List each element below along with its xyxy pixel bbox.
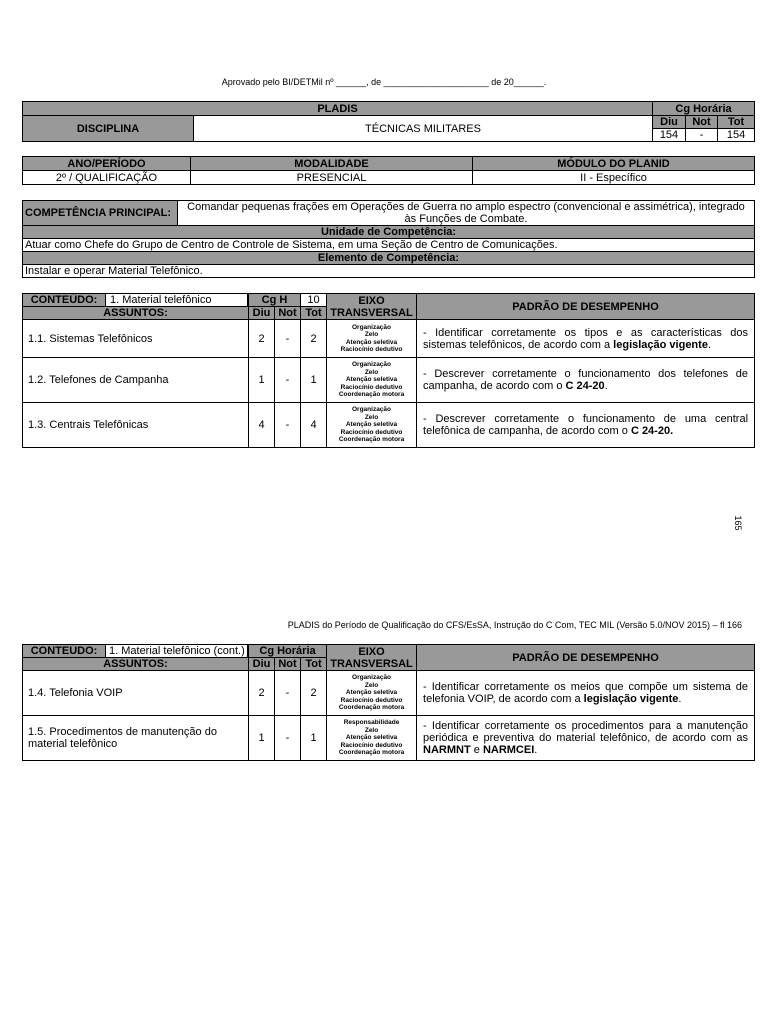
conteudo-label: CONTEÚDO: bbox=[30, 294, 98, 306]
table-row bbox=[23, 358, 755, 403]
diu-cell: 2 bbox=[249, 320, 275, 358]
eixo-cell bbox=[327, 358, 417, 403]
competencia-principal-value: Comandar pequenas frações em Operações de Guerra no amplo espectro (convencional e assimétrica), integrado às Funções de Combate. bbox=[178, 201, 755, 226]
diu-header: Diu bbox=[653, 116, 686, 129]
diu-cell: 1 bbox=[249, 716, 275, 761]
cgh-value: 10 bbox=[301, 294, 327, 307]
table-row bbox=[23, 320, 755, 358]
diu-header: Diu bbox=[249, 658, 275, 671]
assunto-cell: 1.5. Procedimentos de manutenção do material telefônico bbox=[23, 716, 249, 761]
conteudo-header bbox=[23, 645, 249, 658]
page-number: 165 bbox=[733, 515, 743, 531]
eixo-item: Organização bbox=[352, 674, 392, 682]
diu-cell: 2 bbox=[249, 671, 275, 716]
eixo-item: Raciocínio dedutivo bbox=[340, 346, 403, 353]
assuntos-header: ASSUNTOS: bbox=[23, 658, 249, 671]
cg-horaria-label: Cg Horária bbox=[249, 645, 327, 658]
tot-header: Tot bbox=[301, 307, 327, 320]
assuntos-header: ASSUNTOS: bbox=[23, 307, 249, 320]
diu-cell: 4 bbox=[249, 403, 275, 448]
eixo-item: Coordenação motora bbox=[338, 704, 405, 712]
assunto-cell: 1.1. Sistemas Telefônicos bbox=[23, 320, 249, 358]
modalidade-label: MODALIDADE bbox=[191, 157, 473, 171]
elemento-competencia-value: Instalar e operar Material Telefônico. bbox=[23, 265, 755, 278]
eixo-item: Zelo bbox=[364, 681, 379, 689]
not-cell: - bbox=[275, 320, 301, 358]
padrao-bold: C 24-20. bbox=[630, 425, 674, 437]
padrao-cell bbox=[417, 671, 755, 716]
eixo-item: Zelo bbox=[364, 726, 379, 734]
eixo-item: Atenção seletiva bbox=[345, 421, 398, 429]
tot-cell: 2 bbox=[301, 320, 327, 358]
padrao-text: - Identificar corretamente os procedimentos para a manutenção periódica e preventiva do material telefônico, de acordo com as bbox=[423, 720, 749, 744]
tot-header: Tot bbox=[301, 658, 327, 671]
padrao-text: - Descrever corretamente o funcionamento dos telefones de campanha, de acordo com o bbox=[423, 368, 749, 392]
padrao-bold: C 24-20 bbox=[565, 380, 605, 392]
conteudo-label: CONTEÚDO: bbox=[30, 645, 98, 657]
not-header: Not bbox=[686, 116, 718, 129]
padrao-bold: legislação vigente bbox=[583, 693, 679, 705]
tot-value: 154 bbox=[718, 129, 755, 142]
diu-cell: 1 bbox=[249, 358, 275, 403]
approval-line: Aprovado pelo BI/DETMil nº ______, de _____________________ de 20______. bbox=[221, 77, 547, 87]
cg-horaria-header: Cg Horária bbox=[653, 102, 755, 116]
eixo-item: Coordenação motora bbox=[338, 391, 405, 399]
tot-cell: 4 bbox=[301, 403, 327, 448]
eixo-item: Atenção seletiva bbox=[345, 376, 398, 384]
conteudo-table-2 bbox=[22, 644, 755, 761]
modulo-value: II - Específico bbox=[473, 171, 755, 185]
not-header: Not bbox=[275, 307, 301, 320]
competencia-principal-label: COMPETÊNCIA PRINCIPAL: bbox=[23, 201, 178, 226]
assunto-cell: 1.4. Telefonia VOIP bbox=[23, 671, 249, 716]
not-cell: - bbox=[275, 671, 301, 716]
disciplina-label: DISCIPLINA bbox=[23, 116, 194, 142]
modalidade-table bbox=[22, 156, 755, 185]
tot-cell: 1 bbox=[301, 358, 327, 403]
padrao-text: - Identificar corretamente os tipos e as características dos sistemas telefônicos, de acordo com a bbox=[423, 326, 749, 351]
tot-cell: 2 bbox=[301, 671, 327, 716]
padrao-text-end: . bbox=[534, 744, 538, 756]
conteudo-table-1 bbox=[22, 293, 755, 448]
not-cell: - bbox=[275, 716, 301, 761]
padrao-cell bbox=[417, 403, 755, 448]
eixo-item: Responsabilidade bbox=[343, 719, 400, 727]
not-cell: - bbox=[275, 403, 301, 448]
eixo-cell bbox=[327, 320, 417, 358]
eixo-item: Zelo bbox=[364, 368, 379, 376]
cgh-label: Cg H bbox=[249, 294, 301, 307]
unidade-competencia-value: Atuar como Chefe do Grupo de Centro de Controle de Sistema, em uma Seção de Centro de Comunicações. bbox=[23, 239, 755, 252]
unidade-competencia-label: Unidade de Competência: bbox=[23, 226, 755, 239]
eixo-item: Atenção seletiva bbox=[345, 734, 398, 742]
tot-header: Tot bbox=[718, 116, 755, 129]
eixo-item: Organização bbox=[352, 323, 392, 331]
padrao-text-end: . bbox=[707, 338, 711, 351]
table-row bbox=[23, 403, 755, 448]
diu-value: 154 bbox=[653, 129, 686, 142]
pladis-title: PLADIS bbox=[23, 102, 653, 116]
eixo-item: Atenção seletiva bbox=[345, 689, 398, 697]
modalidade-value: PRESENCIAL bbox=[191, 171, 473, 185]
padrao-header: PADRÃO DE DESEMPENHO bbox=[417, 645, 755, 671]
tot-cell: 1 bbox=[301, 716, 327, 761]
not-header: Not bbox=[275, 658, 301, 671]
elemento-competencia-label: Elemento de Competência: bbox=[23, 252, 755, 265]
footer-line: PLADIS do Período de Qualificação do CFS/EsSA, Instrução do C Com, TEC MIL (Versão 5.0/NOV 2015) – fl 166 bbox=[287, 620, 742, 630]
diu-header: Diu bbox=[249, 307, 275, 320]
pladis-table bbox=[22, 101, 755, 142]
assunto-cell: 1.3. Centrais Telefônicas bbox=[23, 403, 249, 448]
ano-periodo-label: ANO/PERÍODO bbox=[23, 157, 191, 171]
eixo-cell bbox=[327, 671, 417, 716]
eixo-item: Coordenação motora bbox=[338, 749, 405, 757]
padrao-header: PADRÃO DE DESEMPENHO bbox=[417, 294, 755, 320]
assunto-cell: 1.2. Telefones de Campanha bbox=[23, 358, 249, 403]
padrao-text-end: . bbox=[604, 380, 608, 392]
padrao-bold-2: NARMCEI bbox=[482, 744, 535, 756]
padrao-text-end: . bbox=[678, 693, 682, 705]
eixo-item: Atenção seletiva bbox=[345, 338, 398, 346]
disciplina-value: TÉCNICAS MILITARES bbox=[194, 116, 653, 142]
eixo-item: Zelo bbox=[364, 413, 379, 421]
eixo-item: Raciocínio dedutivo bbox=[340, 383, 403, 391]
eixo-item: Raciocínio dedutivo bbox=[340, 696, 403, 704]
eixo-item: Zelo bbox=[364, 331, 379, 338]
padrao-bold: legislação vigente bbox=[613, 338, 708, 351]
table-row bbox=[23, 671, 755, 716]
padrao-text: - Identificar corretamente os meios que compõe um sistema de telefonia VOIP, de acordo com a bbox=[423, 681, 749, 705]
padrao-text-mid: e bbox=[470, 744, 483, 756]
eixo-item: Raciocínio dedutivo bbox=[340, 428, 403, 436]
conteudo-header bbox=[23, 294, 249, 307]
competencia-table bbox=[22, 200, 755, 278]
not-value: - bbox=[686, 129, 718, 142]
conteudo-value: 1. Material telefônico (cont.) bbox=[105, 645, 248, 657]
eixo-cell bbox=[327, 403, 417, 448]
conteudo-value: 1. Material telefônico bbox=[105, 294, 248, 306]
eixo-item: Organização bbox=[352, 406, 392, 414]
ano-periodo-value: 2º / QUALIFICAÇÃO bbox=[23, 171, 191, 185]
modulo-label: MÓDULO DO PLANID bbox=[473, 157, 755, 171]
table-row bbox=[23, 716, 755, 761]
eixo-item: Raciocínio dedutivo bbox=[340, 741, 403, 749]
padrao-cell bbox=[417, 716, 755, 761]
padrao-cell bbox=[417, 320, 755, 358]
eixo-cell bbox=[327, 716, 417, 761]
padrao-bold: NARMNT bbox=[423, 744, 471, 756]
padrao-text: - Descrever corretamente o funcionamento de uma central telefônica de campanha, de acordo com o bbox=[423, 413, 749, 437]
padrao-cell bbox=[417, 358, 755, 403]
not-cell: - bbox=[275, 358, 301, 403]
eixo-item: Organização bbox=[352, 361, 392, 369]
eixo-header: EIXO TRANSVERSAL bbox=[327, 294, 417, 320]
eixo-header: EIXO TRANSVERSAL bbox=[327, 645, 417, 671]
eixo-item: Coordenação motora bbox=[338, 436, 405, 444]
